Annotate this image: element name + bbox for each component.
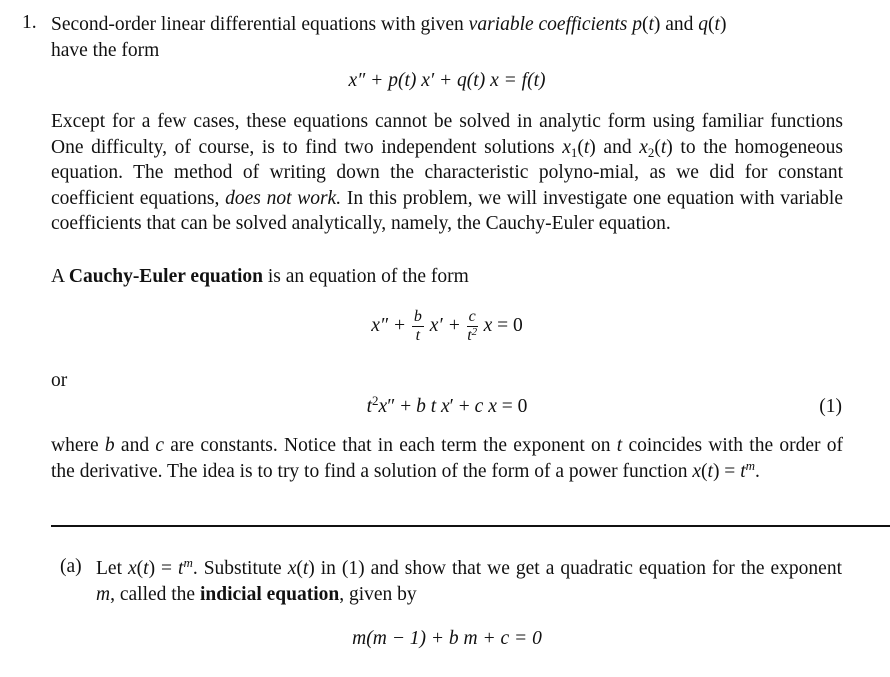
fraction-c-over-t-squared: $\frac{c}{t^2}$ [467,308,478,344]
fraction-b-over-t: $\frac{b}{t}$ [413,308,422,344]
indicial-equation: m(m − 1) + b m + c = 0 [352,628,542,649]
cauchy-euler-definition: A Cauchy-Euler equation is an equation of the form [51,266,469,287]
problem-number: 1. [22,12,37,33]
or-text: or [51,370,68,391]
paragraph-power-function: where b and c are constants. Notice that in each term the exponent on t coincides with the order of the derivative. The idea is to try to find a solution of the form of a power function $x(t) = t^m$. [51,435,844,482]
part-a-text: Let $x(t) = t^m$. Substitute x(t) in (1) and show that we get a quadratic equation for the exponent m, called the indicial equation, given by [96,555,843,605]
cauchy-euler-equation-fraction-form: x″ + $\frac{b}{t}$ x′ + $\frac{c}{t^2}$ x = 0 [371,308,523,344]
cauchy-euler-equation-1: $t^2x'' + b$ t x′ + c x = 0 [366,393,528,417]
general-equation: x″ + p(t) x′ + q(t) x = f(t) [348,70,546,91]
equation-number: (1) [819,396,842,417]
paragraph-difficulty: Except for a few cases, these equations cannot be solved in analytic form using familiar functions One difficulty, of course, is to find two independent solutions $x_1(t)$ and $x_2(t)$ to the homogeneous equation. The method of writing down the characteristic polyno-mial, as we did for constant coefficient equations, does not work. In this problem, we will investigate one equation with variable coefficients that can be solved analytically, namely, the Cauchy-Euler equation. [51,111,844,234]
intro-paragraph: Second-order linear differential equations with given variable coefficients p(t) and q(t) have the form [51,14,727,61]
part-a-label: (a) [60,556,82,577]
section-divider [51,525,890,527]
